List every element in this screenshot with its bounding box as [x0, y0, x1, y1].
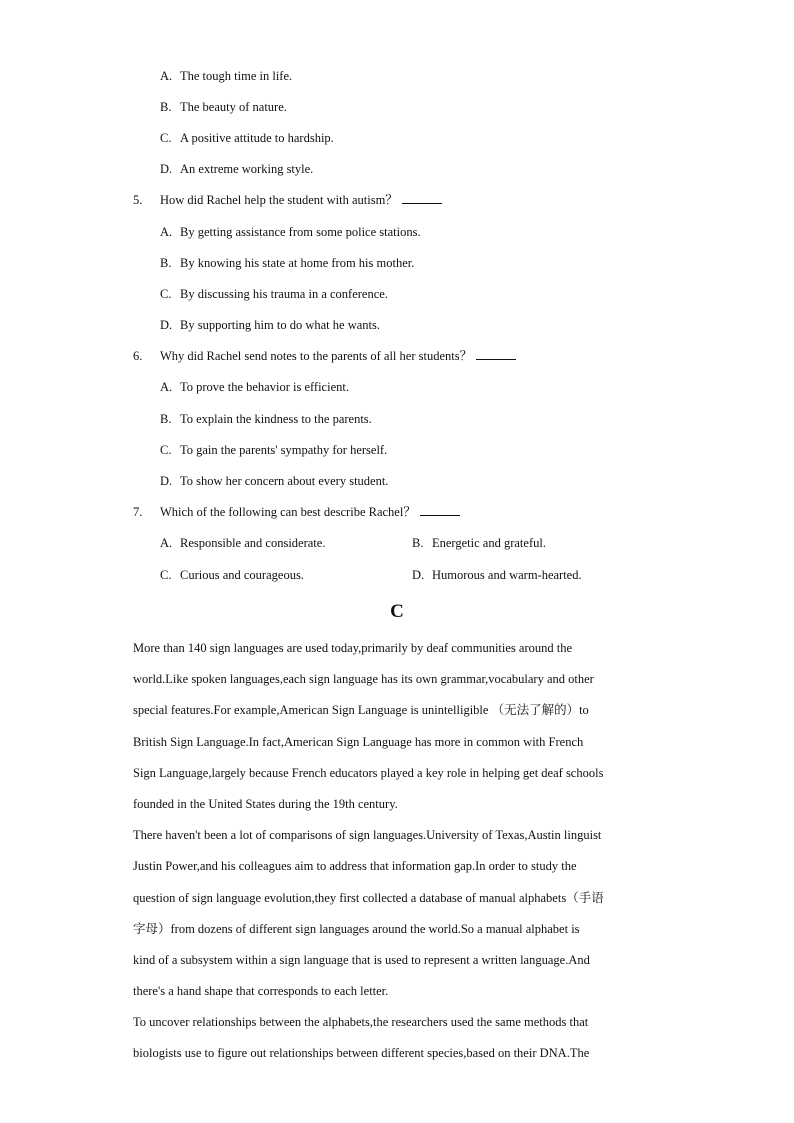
q4-option-b: B. The beauty of nature. — [160, 100, 287, 114]
passage-line: More than 140 sign languages are used today,primarily by deaf communities around the — [133, 641, 573, 655]
q6-option-a: A. To prove the behavior is efficient. — [160, 380, 349, 394]
passage-line: special features.For example,American Sign Language is unintelligible （无法了解的）to — [133, 703, 589, 718]
answer-blank[interactable] — [402, 192, 442, 204]
q4-option-c: C. A positive attitude to hardship. — [160, 131, 334, 145]
question-text: Why did Rachel send notes to the parents of all her students？ — [160, 349, 473, 363]
passage-line: 字母）from dozens of different sign languages around the world.So a manual alphabet is — [133, 921, 580, 936]
question-text: How did Rachel help the student with autism？ — [160, 193, 398, 207]
q5-option-a: A. By getting assistance from some police stations. — [160, 225, 421, 239]
answer-blank[interactable] — [420, 504, 460, 516]
passage-line: world.Like spoken languages,each sign language has its own grammar,vocabulary and other — [133, 672, 594, 687]
question-number: 5. — [133, 193, 143, 207]
passage-line: To uncover relationships between the alphabets,the researchers used the same methods that — [133, 1015, 589, 1030]
passage-line: There haven't been a lot of comparisons of sign languages.University of Texas,Austin linguist — [133, 828, 602, 843]
question-number: 6. — [133, 349, 143, 363]
passage-line: there's a hand shape that corresponds to each letter. — [133, 984, 389, 999]
passage-line: founded in the United States during the 19th century. — [133, 796, 398, 811]
q6-option-b: B. To explain the kindness to the parents. — [160, 412, 372, 426]
passage-line: kind of a subsystem within a sign language that is used to represent a written language.And — [133, 952, 590, 967]
question-number: 7. — [133, 505, 143, 519]
q7-option-d: D. Humorous and warm-hearted. — [412, 568, 582, 582]
reading-passage — [133, 640, 663, 1077]
q4-option-a: A. The tough time in life. — [160, 69, 293, 83]
passage-line: biologists use to figure out relationships between different species,based on their DNA.The — [133, 1046, 590, 1061]
question-text: Which of the following can best describe Rachel？ — [160, 505, 416, 519]
q5-option-c: C. By discussing his trauma in a conference. — [160, 287, 388, 301]
answer-blank[interactable] — [476, 348, 516, 360]
q5-option-b: B. By knowing his state at home from his mother. — [160, 256, 415, 270]
q7-option-a: A. Responsible and considerate. — [160, 536, 326, 550]
passage-line: Justin Power,and his colleagues aim to address that information gap.In order to study the — [133, 859, 577, 874]
passage-line: Sign Language,largely because French educators played a key role in helping get deaf schools — [133, 765, 604, 780]
passage-line: question of sign language evolution,they first collected a database of manual alphabets（手语 — [133, 890, 604, 905]
q7-option-b: B. Energetic and grateful. — [412, 536, 546, 550]
q5-option-d: D. By supporting him to do what he wants. — [160, 318, 380, 332]
q6-option-c: C. To gain the parents' sympathy for herself. — [160, 443, 388, 457]
section-heading: C — [390, 601, 404, 622]
passage-line: British Sign Language.In fact,American Sign Language has more in common with French — [133, 734, 584, 749]
q4-option-d: D. An extreme working style. — [160, 162, 314, 176]
q7-option-c: C. Curious and courageous. — [160, 568, 304, 582]
q6-option-d: D. To show her concern about every student. — [160, 474, 389, 488]
